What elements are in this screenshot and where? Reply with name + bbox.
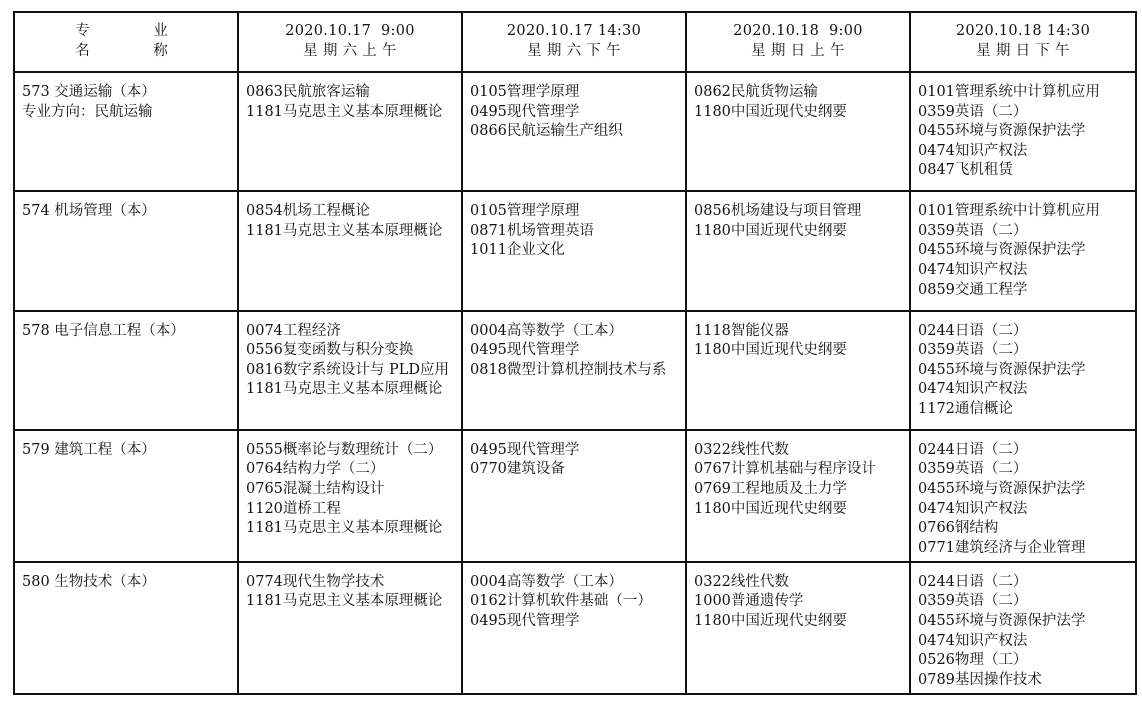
course-item: 0359英语（二） bbox=[918, 593, 1028, 610]
course-item: 1180中国近现代史纲要 bbox=[694, 342, 847, 359]
header-sat-pm bbox=[462, 12, 686, 72]
exam-schedule-table bbox=[13, 11, 1137, 695]
sun-am-cell bbox=[686, 430, 910, 562]
schedule-body bbox=[14, 72, 1136, 694]
cell-content bbox=[463, 312, 685, 381]
cell-content bbox=[687, 312, 909, 361]
header-row bbox=[14, 12, 1136, 72]
course-item: 0818微型计算机控制技术与系 bbox=[470, 361, 667, 378]
course-item: 0771建筑经济与企业管理 bbox=[918, 539, 1086, 556]
major-name: 579 建筑工程（本） bbox=[22, 441, 156, 458]
course-item: 0322线性代数 bbox=[694, 573, 789, 590]
course-item: 0455环境与资源保护法学 bbox=[918, 123, 1086, 140]
sat-am-cell bbox=[238, 562, 462, 694]
sat-pm-cell bbox=[462, 562, 686, 694]
header-sun-pm-day: 星 期 日 下 午 bbox=[976, 43, 1070, 59]
major-name: 574 机场管理（本） bbox=[22, 203, 156, 220]
cell-content bbox=[15, 431, 237, 461]
course-item: 0474知识产权法 bbox=[918, 500, 1028, 517]
sat-am-cell bbox=[238, 311, 462, 430]
course-item: 0495现代管理学 bbox=[470, 441, 580, 458]
course-item: 0495现代管理学 bbox=[470, 342, 580, 359]
course-item: 1011企业文化 bbox=[470, 242, 565, 259]
cell-content bbox=[687, 563, 909, 632]
course-item: 0474知识产权法 bbox=[918, 632, 1028, 649]
cell-content bbox=[687, 431, 909, 519]
course-item: 1120道桥工程 bbox=[246, 500, 341, 517]
cell-content bbox=[911, 312, 1135, 420]
course-item: 0854机场工程概论 bbox=[246, 203, 370, 220]
major-name: 专业方向：民航运输 bbox=[22, 103, 153, 120]
course-item: 0004高等数学（工本） bbox=[470, 573, 623, 590]
course-item: 0359英语（二） bbox=[918, 461, 1028, 478]
cell-content bbox=[15, 73, 237, 122]
sat-pm-cell bbox=[462, 72, 686, 191]
course-item: 1180中国近现代史纲要 bbox=[694, 103, 847, 120]
header-sat-am bbox=[238, 12, 462, 72]
cell-content bbox=[687, 192, 909, 241]
course-item: 0764结构力学（二） bbox=[246, 461, 385, 478]
course-item: 0556复变函数与积分变换 bbox=[246, 342, 414, 359]
course-item: 0101管理系统中计算机应用 bbox=[918, 203, 1100, 220]
course-item: 0455环境与资源保护法学 bbox=[918, 613, 1086, 630]
course-item: 0767计算机基础与程序设计 bbox=[694, 461, 876, 478]
cell-content bbox=[687, 73, 909, 122]
sat-am-cell bbox=[238, 72, 462, 191]
table-row bbox=[14, 311, 1136, 430]
course-item: 0244日语（二） bbox=[918, 441, 1028, 458]
cell-content bbox=[239, 73, 461, 122]
course-item: 0769工程地质及土力学 bbox=[694, 480, 847, 497]
course-item: 0455环境与资源保护法学 bbox=[918, 361, 1086, 378]
course-item: 0766钢结构 bbox=[918, 520, 999, 537]
major-cell bbox=[14, 311, 238, 430]
header-sun-pm-date: 2020.10.18 14:30 bbox=[955, 23, 1091, 40]
course-item: 0004高等数学（工本） bbox=[470, 322, 623, 339]
cell-content bbox=[239, 312, 461, 400]
sun-pm-cell bbox=[910, 72, 1136, 191]
cell-content bbox=[911, 431, 1135, 559]
course-item: 0101管理系统中计算机应用 bbox=[918, 84, 1100, 100]
cell-content bbox=[463, 563, 685, 632]
course-item: 1118智能仪器 bbox=[694, 322, 789, 339]
course-item: 0244日语（二） bbox=[918, 573, 1028, 590]
cell-content bbox=[239, 563, 461, 612]
cell-content bbox=[463, 192, 685, 261]
sat-pm-cell bbox=[462, 311, 686, 430]
header-major-line1: 专 业 bbox=[75, 23, 177, 40]
course-item: 1181马克思主义基本原理概论 bbox=[246, 520, 443, 537]
course-item: 1180中国近现代史纲要 bbox=[694, 500, 847, 517]
cell-content bbox=[911, 73, 1135, 181]
sat-pm-cell bbox=[462, 430, 686, 562]
course-item: 0474知识产权法 bbox=[918, 381, 1028, 398]
table-row bbox=[14, 72, 1136, 191]
major-cell bbox=[14, 191, 238, 310]
course-item: 1000普通遗传学 bbox=[694, 593, 804, 610]
course-item: 0495现代管理学 bbox=[470, 613, 580, 630]
sat-pm-cell bbox=[462, 191, 686, 310]
course-item: 0359英语（二） bbox=[918, 222, 1028, 239]
course-item: 0359英语（二） bbox=[918, 342, 1028, 359]
course-item: 0074工程经济 bbox=[246, 322, 341, 339]
cell-content bbox=[911, 192, 1135, 300]
course-item: 0455环境与资源保护法学 bbox=[918, 480, 1086, 497]
course-item: 0105管理学原理 bbox=[470, 84, 580, 100]
course-item: 0474知识产权法 bbox=[918, 262, 1028, 279]
course-item: 0816数字系统设计与 PLD应用 bbox=[246, 361, 450, 378]
sun-am-cell bbox=[686, 311, 910, 430]
course-item: 0866民航运输生产组织 bbox=[470, 123, 623, 140]
major-cell bbox=[14, 430, 238, 562]
table-row bbox=[14, 562, 1136, 694]
cell-content bbox=[463, 431, 685, 480]
cell-content bbox=[911, 563, 1135, 691]
major-cell bbox=[14, 562, 238, 694]
cell-content bbox=[463, 73, 685, 142]
course-item: 1181马克思主义基本原理概论 bbox=[246, 103, 443, 120]
course-item: 1181马克思主义基本原理概论 bbox=[246, 381, 443, 398]
course-item: 0495现代管理学 bbox=[470, 103, 580, 120]
header-sat-pm-day: 星 期 六 下 午 bbox=[527, 43, 621, 59]
course-item: 0774现代生物学技术 bbox=[246, 573, 385, 590]
course-item: 1181马克思主义基本原理概论 bbox=[246, 593, 443, 610]
major-cell bbox=[14, 72, 238, 191]
course-item: 0789基因操作技术 bbox=[918, 671, 1042, 688]
sun-pm-cell bbox=[910, 430, 1136, 562]
sun-pm-cell bbox=[910, 562, 1136, 694]
major-name: 573 交通运输（本） bbox=[22, 84, 156, 100]
major-name: 578 电子信息工程（本） bbox=[22, 322, 185, 339]
cell-content bbox=[239, 431, 461, 539]
course-item: 0863民航旅客运输 bbox=[246, 84, 370, 100]
course-item: 0455环境与资源保护法学 bbox=[918, 242, 1086, 259]
course-item: 0859交通工程学 bbox=[918, 281, 1028, 298]
course-item: 0359英语（二） bbox=[918, 103, 1028, 120]
sat-am-cell bbox=[238, 430, 462, 562]
header-sun-am-day: 星 期 日 上 午 bbox=[751, 43, 845, 59]
course-item: 0474知识产权法 bbox=[918, 142, 1028, 159]
table-row bbox=[14, 191, 1136, 310]
course-item: 0105管理学原理 bbox=[470, 203, 580, 220]
course-item: 0862民航货物运输 bbox=[694, 84, 818, 100]
course-item: 0526物理（工） bbox=[918, 652, 1028, 669]
course-item: 1181马克思主义基本原理概论 bbox=[246, 222, 443, 239]
header-sat-am-date: 2020.10.17 9:00 bbox=[285, 23, 415, 40]
header-sun-pm bbox=[910, 12, 1136, 72]
course-item: 0871机场管理英语 bbox=[470, 222, 594, 239]
sun-pm-cell bbox=[910, 191, 1136, 310]
course-item: 1180中国近现代史纲要 bbox=[694, 613, 847, 630]
sun-pm-cell bbox=[910, 311, 1136, 430]
header-major bbox=[14, 12, 238, 72]
table-row bbox=[14, 430, 1136, 562]
header-sun-am bbox=[686, 12, 910, 72]
header-sat-am-day: 星 期 六 上 午 bbox=[303, 43, 397, 59]
sat-am-cell bbox=[238, 191, 462, 310]
course-item: 0162计算机软件基础（一） bbox=[470, 593, 652, 610]
course-item: 0322线性代数 bbox=[694, 441, 789, 458]
header-sat-pm-date: 2020.10.17 14:30 bbox=[506, 23, 642, 40]
course-item: 0555概率论与数理统计（二） bbox=[246, 441, 443, 458]
major-name: 580 生物技术（本） bbox=[22, 573, 156, 590]
course-item: 1172通信概论 bbox=[918, 400, 1013, 417]
cell-content bbox=[239, 192, 461, 241]
cell-content bbox=[15, 312, 237, 342]
cell-content bbox=[15, 563, 237, 593]
sun-am-cell bbox=[686, 191, 910, 310]
course-item: 1180中国近现代史纲要 bbox=[694, 222, 847, 239]
cell-content bbox=[15, 192, 237, 222]
header-major-line2: 名 称 bbox=[75, 43, 177, 59]
course-item: 0765混凝土结构设计 bbox=[246, 480, 385, 497]
course-item: 0244日语（二） bbox=[918, 322, 1028, 339]
sun-am-cell bbox=[686, 562, 910, 694]
course-item: 0847飞机租赁 bbox=[918, 162, 1013, 179]
sun-am-cell bbox=[686, 72, 910, 191]
header-sun-am-date: 2020.10.18 9:00 bbox=[733, 23, 863, 40]
course-item: 0770建筑设备 bbox=[470, 461, 565, 478]
course-item: 0856机场建设与项目管理 bbox=[694, 203, 862, 220]
